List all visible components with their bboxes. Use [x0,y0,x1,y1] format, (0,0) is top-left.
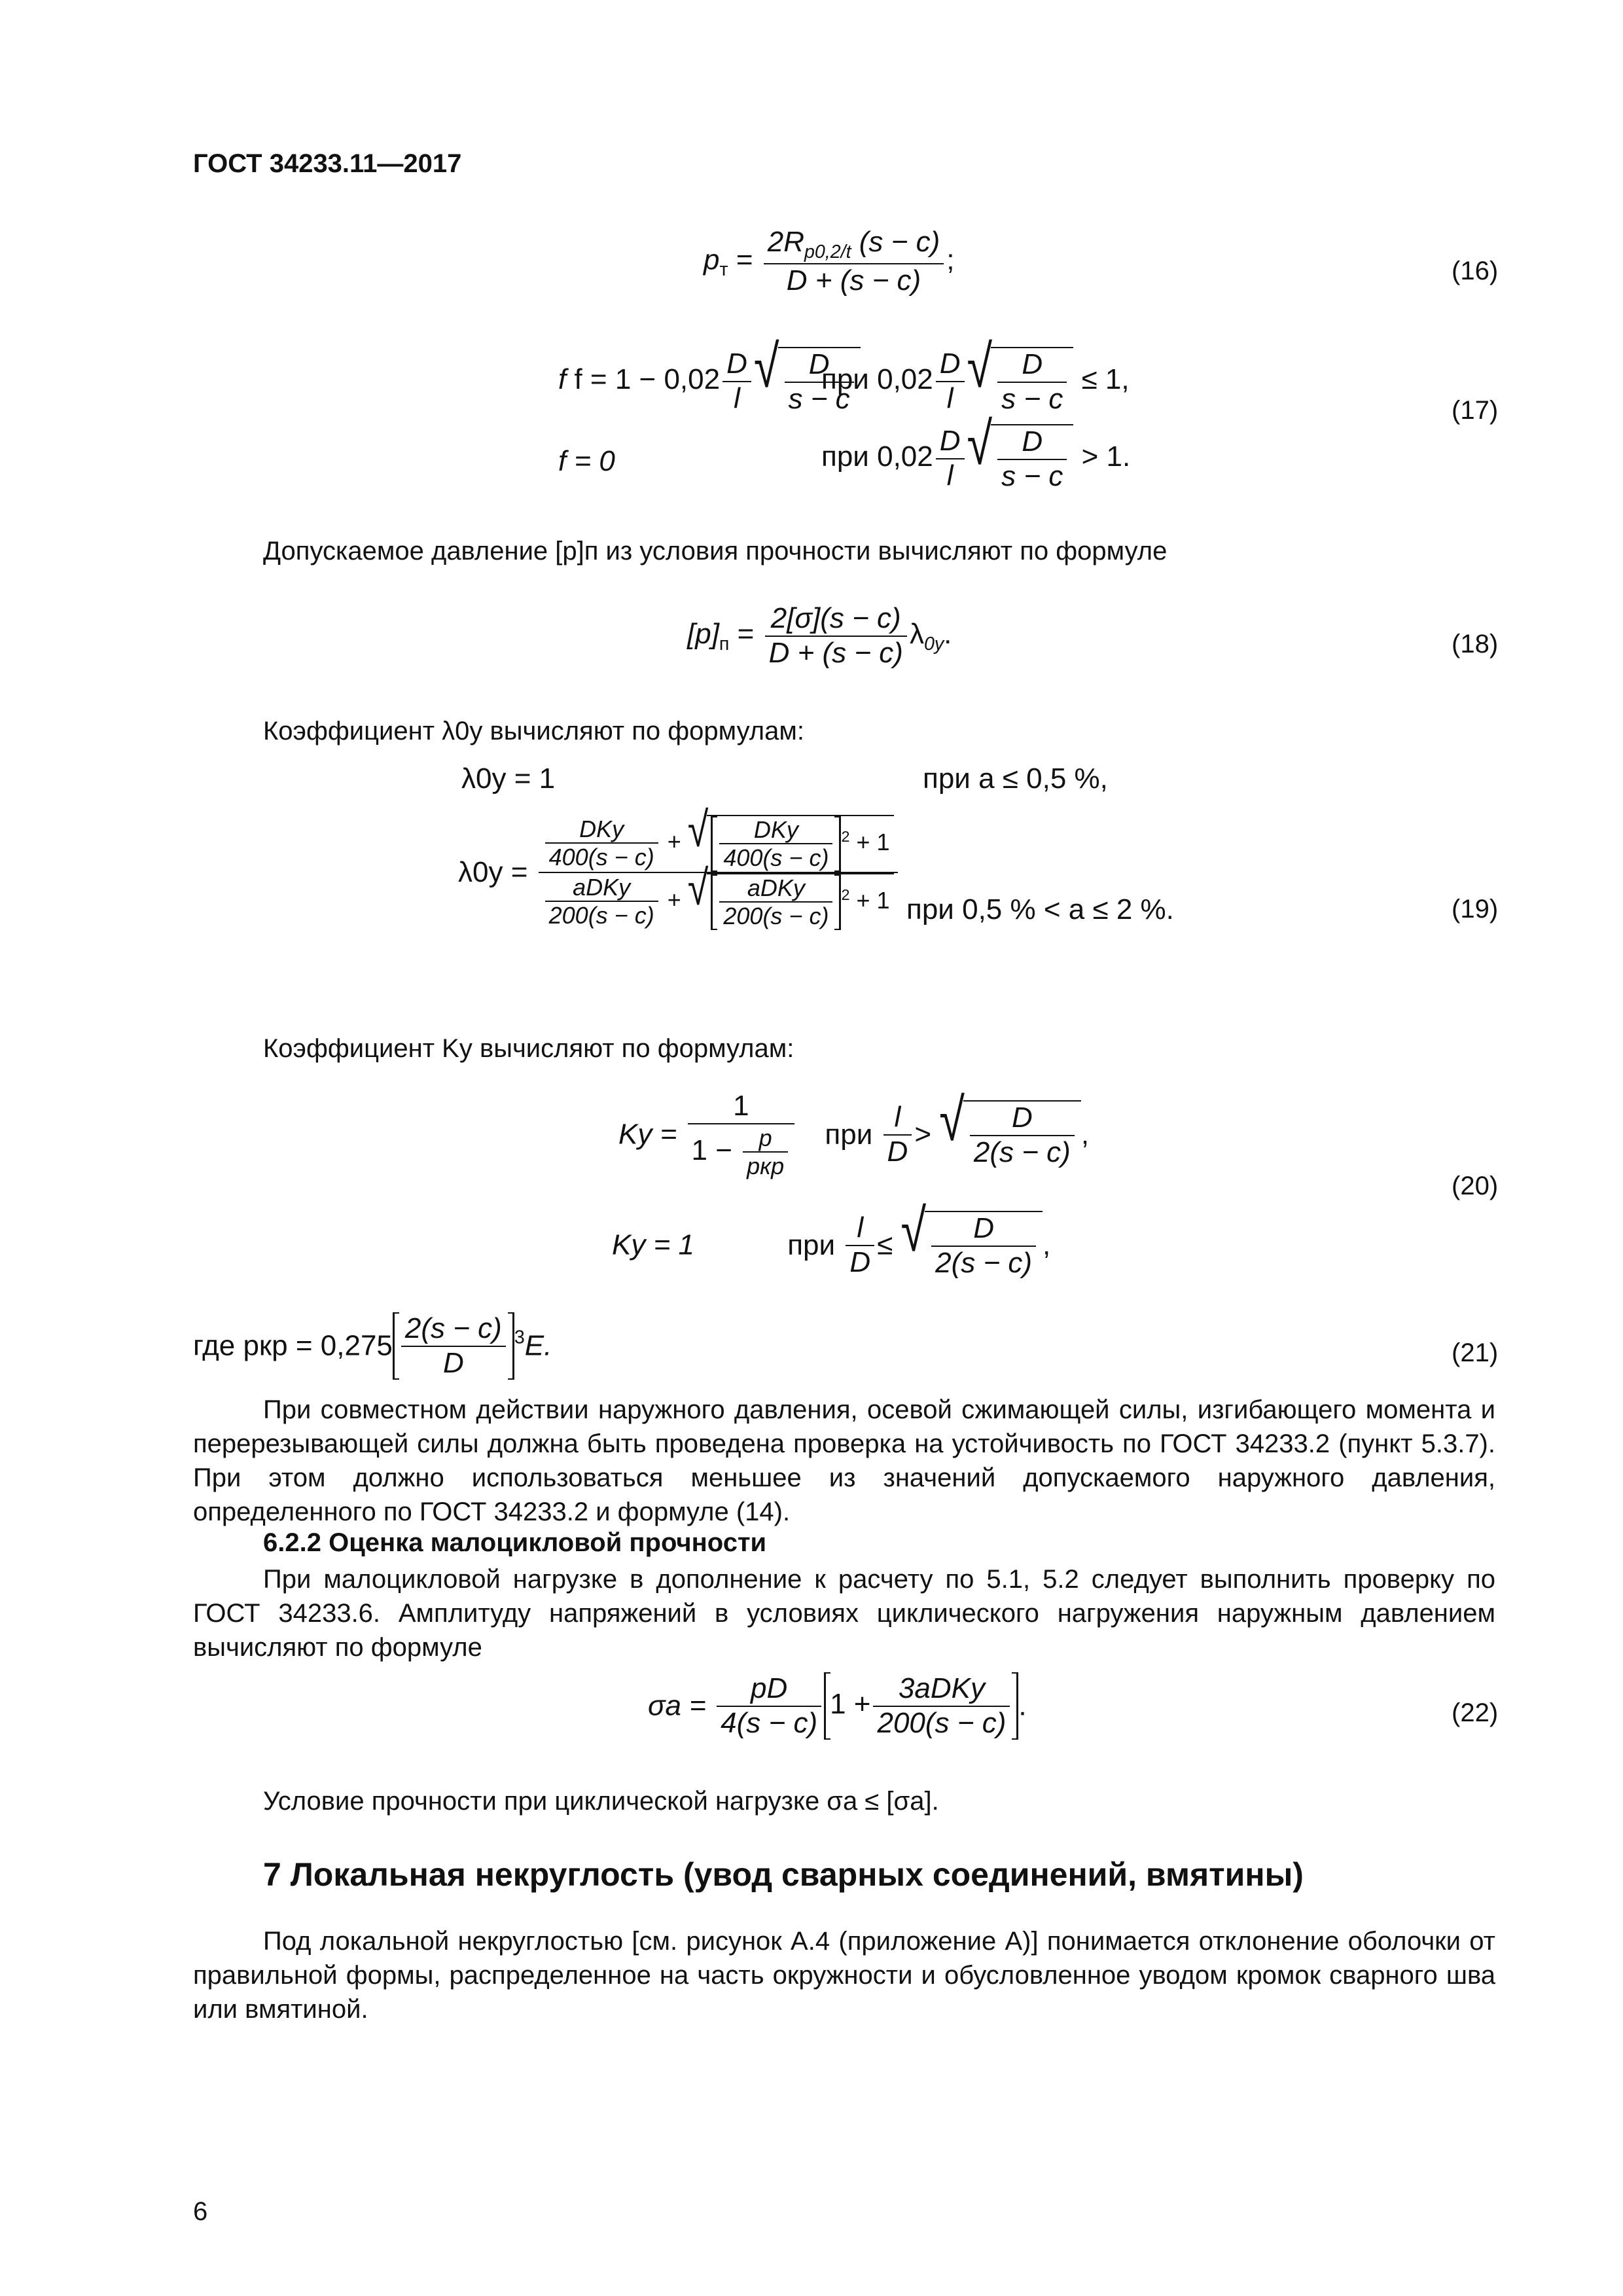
section-heading-7: 7 Локальная некруглость (увод сварных соединений, вмятины) [263,1856,1304,1893]
equation-16: $p_т$ = $\frac{2R_{p0,2/t} (s - c)}{D + (s - c)}$ ; [704,226,955,296]
paragraph-lambda-coefficient: Коэффициент λ0y вычисляют по формулам: [263,717,804,745]
equation-number-22: (22) [1452,1698,1499,1727]
paragraph-allowable-pressure: Допускаемое давление [p]п из условия прочности вычисляют по формуле [263,537,1168,565]
equation-number-18: (18) [1452,630,1499,658]
paragraph-low-cycle: При малоцикловой нагрузке в дополнение к расчету по 5.1, 5.2 следует выполнить проверку по ГОСТ 34233.6. Амплитуду напряжений в условиях циклического нагружения наружным давлением вычисляют по формуле [193,1565,1495,1662]
equation-19-line-2: λ0y = $\frac{\text{DKy}}{400(s - c)}$ + √ $\frac{\text{DKy}}{400(s - c)}$ $^2$ + 1 $\frac{\text{aDKy}}{200(s - c)}$ + √ $\frac{\text{aDKy}}{200(s - c)}$ $^2$ + 1 [458,815,901,930]
equation-19-line-1: λ0y = 1 [461,762,556,795]
equation-number-16: (16) [1452,257,1499,285]
page-number: 6 [193,2197,208,2226]
equation-number-19: (19) [1452,895,1499,924]
paragraph-combined-load: При совместном действии наружного давления, осевой сжимающей силы, изгибающего момента и перерезывающей силы должна быть проведена проверка на устойчивость по ГОСТ 34233.2 (пункт 5.3.7). При этом должно использоваться меньшее из значений допускаемого наружного давления, определенного по ГОСТ 34233.2 и формуле (14). [193,1395,1495,1526]
paragraph-strength-condition: Условие прочности при циклической нагрузке σa ≤ [σa]. [263,1787,939,1816]
equation-19-cond-2: при 0,5 % < a ≤ 2 %. [906,893,1174,925]
equation-18: $[p]_п$ = $\frac{2[\sigma](s - c)}{D + (s - c)}$ $\lambda_{0y}$. [687,602,952,669]
equation-17-line-1: f f = 1 − 0,02 $\frac{D}{l}$ √ $\frac{D}{s - c}$ [558,347,861,416]
paragraph-local-ovality: Под локальной некруглостью [см. рисунок А.4 (приложение А)] понимается отклонение оболочки от правильной формы, распределенное на часть окружности и обусловленное уводом кромок сварного шва или вмятиной. [193,1927,1495,2024]
equation-20-line-1: Ky = 1 1 − $\frac{p}{\text{pкр}}$ при $\frac{l}{D}$ > √ $\frac{D}{2(s - c)}$ , [618,1085,1090,1179]
equation-number-20: (20) [1452,1172,1499,1200]
paragraph-ky-coefficient: Коэффициент Ky вычисляют по формулам: [263,1034,794,1063]
equation-21: где pкр = 0,275 $\frac{2(s - c)}{D}$ $^3$E. [193,1312,552,1379]
equation-number-17: (17) [1452,396,1499,425]
equation-17-line-2: f = 0 [558,445,615,477]
equation-19-cond-1: при a ≤ 0,5 %, [923,762,1108,795]
equation-22: σa = $\frac{pD}{4(s - c)}$ 1 + $\frac{\text{3aDKy}}{200(s - c)}$ . [648,1672,1027,1739]
document-header: ГОСТ 34233.11—2017 [193,149,462,178]
equation-17-cond-2: при 0,02 $\frac{D}{l}$ √ $\frac{D}{s - c}$ > 1. [821,409,1131,492]
section-heading-6-2-2: 6.2.2 Оценка малоцикловой прочности [263,1528,767,1557]
equation-number-21: (21) [1452,1338,1499,1367]
equation-17-cond-1: при 0,02 $\frac{D}{l}$ √ $\frac{D}{s - c}$ ≤ 1, [821,332,1130,415]
equation-20-line-2: Ky = 1 при $\frac{l}{D}$ ≤ √ $\frac{D}{2(s - c)}$ , [612,1196,1051,1279]
